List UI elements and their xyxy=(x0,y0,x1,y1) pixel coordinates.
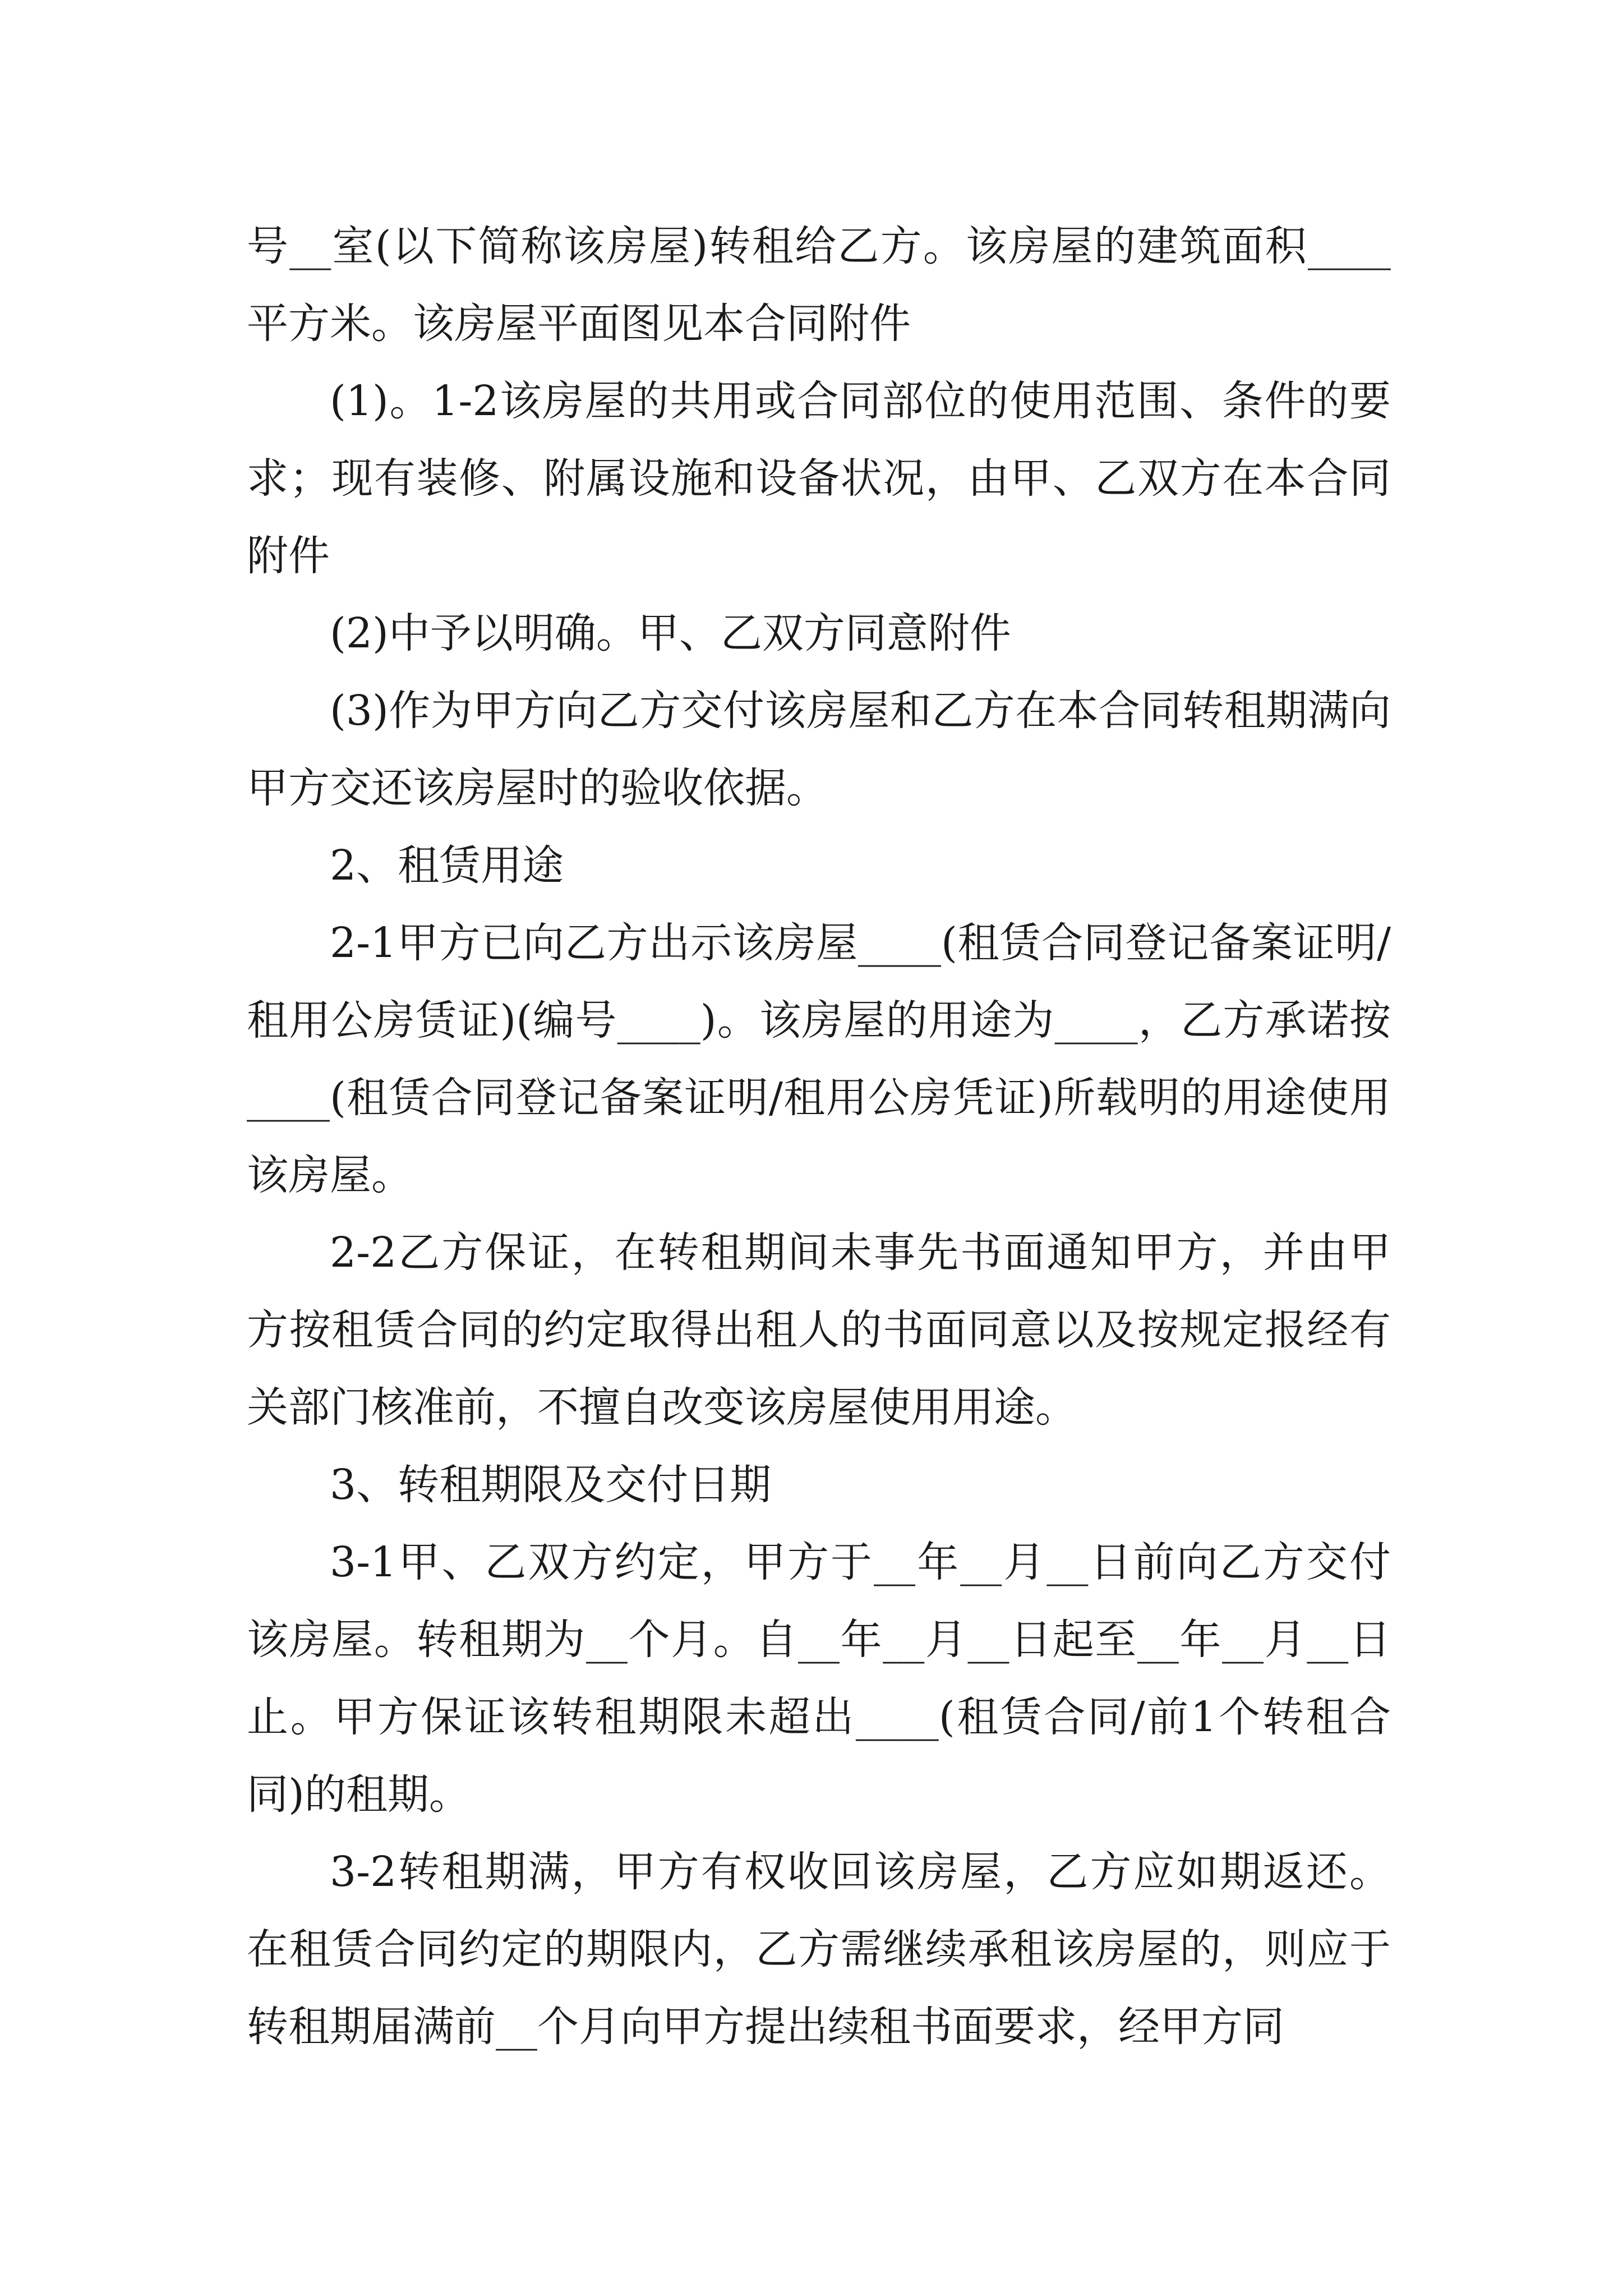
paragraph-clause-3-2: 3-2转租期满，甲方有权收回该房屋，乙方应如期返还。在租赁合同约定的期限内，乙方需继续承租该房屋的，则应于转租期届满前__个月向甲方提出续租书面要求，经甲方同 xyxy=(247,1848,1391,2051)
paragraph-clause-2-1: 2-1甲方已向乙方出示该房屋____(租赁合同登记备案证明/租用公房赁证)(编号____)。该房屋的用途为____，乙方承诺按____(租赁合同登记备案证明/租用公房凭证)所载明的用途使用该房屋。 xyxy=(247,919,1391,1199)
paragraph-annex-2: (2)中予以明确。甲、乙双方同意附件 xyxy=(330,609,1011,657)
section-heading-purpose: 2、租赁用途 xyxy=(330,841,564,890)
paragraph-clause-2-2: 2-2乙方保证，在转租期间未事先书面通知甲方，并由甲方按租赁合同的约定取得出租人的书面同意以及按规定报经有关部门核准前，不擅自改变该房屋使用用途。 xyxy=(247,1228,1391,1432)
paragraph-shared-parts: (1)。1-2该房屋的共用或合同部位的使用范围、条件的要求；现有装修、附属设施和设备状况，由甲、乙双方在本合同附件 xyxy=(247,377,1391,580)
paragraph-clause-3-1: 3-1甲、乙双方约定，甲方于__年__月__日前向乙方交付该房屋。转租期为__个月。自__年__月__日起至__年__月__日止。甲方保证该转租期限未超出____(租赁合同/前1个转租合同)的租期。 xyxy=(247,1538,1391,1819)
section-heading-term: 3、转租期限及交付日期 xyxy=(330,1461,772,1509)
paragraph-premises-area: 号__室(以下简称该房屋)转租给乙方。该房屋的建筑面积____平方米。该房屋平面图见本合同附件 xyxy=(247,222,1391,348)
document-page xyxy=(247,208,1391,2065)
paragraph-annex-3: (3)作为甲方向乙方交付该房屋和乙方在本合同转租期满向甲方交还该房屋时的验收依据。 xyxy=(247,687,1391,812)
